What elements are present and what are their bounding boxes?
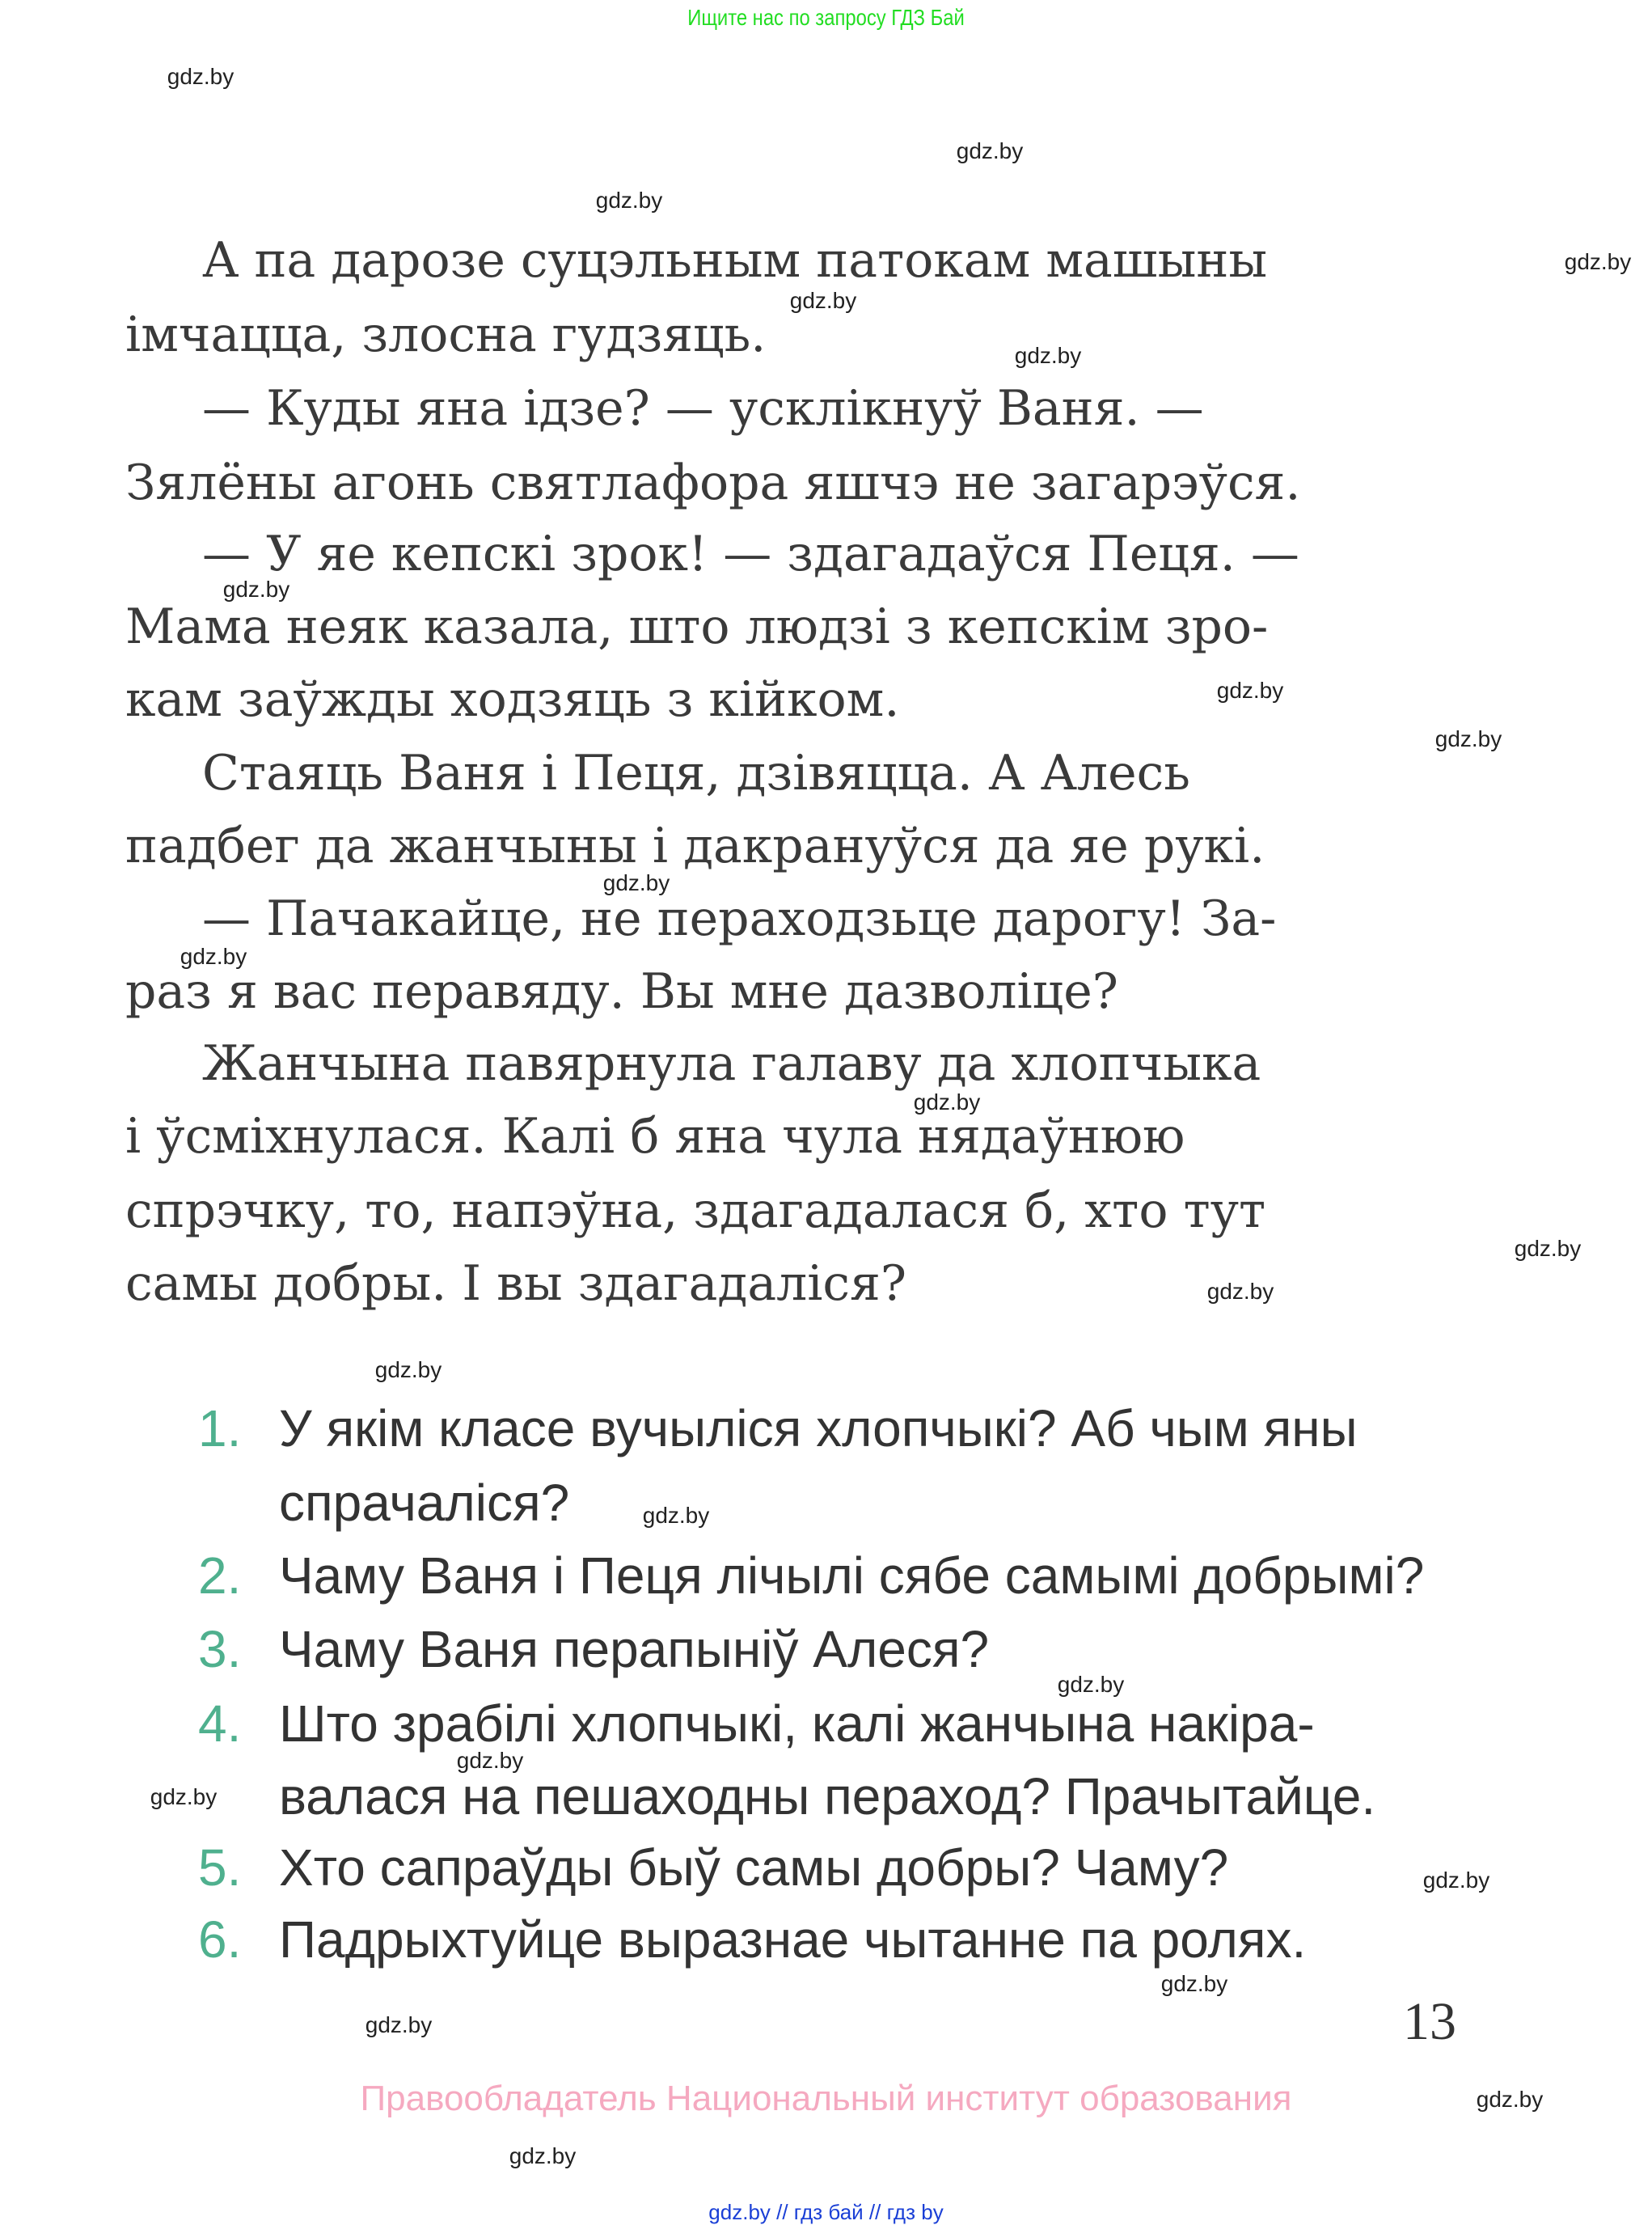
story-line: кам заўжды ходзяць з кійком. — [125, 671, 900, 728]
story-line: А па дарозе суцэльным патокам машыны — [202, 232, 1268, 289]
question-text: Падрыхтуйце выразнае чытанне па ролях. — [279, 1910, 1307, 1969]
story-line: імчацца, злосна гудзяць. — [125, 307, 767, 363]
watermark: gdz.by — [1476, 2087, 1544, 2112]
watermark: gdz.by — [602, 870, 670, 895]
question-item — [198, 1543, 1424, 1608]
question-number: 1. — [198, 1399, 242, 1457]
story-line: раз я вас перавяду. Вы мне дазволіце? — [125, 963, 1118, 1020]
watermark: gdz.by — [180, 944, 247, 969]
story-line: і ўсміхнулася. Калі б яна чула нядаўнюю — [125, 1108, 1185, 1165]
watermark: gdz.by — [1422, 1868, 1490, 1893]
watermark: gdz.by — [789, 288, 857, 313]
watermark: gdz.by — [913, 1089, 981, 1115]
watermark: gdz.by — [1160, 1971, 1228, 1996]
question-number: 3. — [198, 1620, 242, 1678]
watermark: gdz.by — [1057, 1672, 1125, 1697]
watermark: gdz.by — [1434, 726, 1502, 751]
watermark: gdz.by — [456, 1748, 524, 1773]
question-text: Чаму Ваня перапыніў Алеся? — [279, 1620, 990, 1678]
watermark: gdz.by — [509, 2143, 577, 2168]
question-number: 6. — [198, 1910, 242, 1969]
question-text: Хто сапраўды быў самы добры? Чаму? — [279, 1838, 1229, 1897]
story-line: Стаяць Ваня і Пеця, дзівяцца. А Алесь — [202, 745, 1190, 802]
watermark: gdz.by — [150, 1784, 218, 1809]
story-line: самы добры. І вы здагадаліся? — [125, 1255, 907, 1312]
question-item — [198, 1835, 1228, 1900]
question-item — [198, 1617, 989, 1681]
question-item — [198, 1907, 1306, 1972]
question-number: 5. — [198, 1838, 242, 1897]
search-banner: Ищите нас по запросу ГДЗ Бай — [687, 5, 965, 30]
watermark: gdz.by — [222, 577, 290, 602]
story-line: падбег да жанчыны і дакрануўся да яе рукі. — [125, 818, 1265, 874]
question-number: 4. — [198, 1694, 242, 1753]
bottom-links[interactable]: gdz.by // гдз бай // гдз by — [708, 2200, 944, 2224]
story-line: — У яе кепскі зрок! — здагадаўся Пеця. — — [202, 526, 1299, 582]
question-continuation: спрачаліся? — [279, 1474, 570, 1532]
question-item — [198, 1691, 1315, 1756]
story-line: Зялёны агонь святлафора яшчэ не загарэўся. — [125, 455, 1301, 511]
story-line: — Куды яна ідзе? — усклікнуў Ваня. — — [202, 380, 1204, 437]
watermark: gdz.by — [1206, 1279, 1274, 1304]
question-text: Чаму Ваня і Пеця лічылі сябе самымі добрымі? — [279, 1546, 1425, 1605]
watermark: gdz.by — [1514, 1236, 1582, 1261]
watermark: gdz.by — [1564, 249, 1632, 274]
question-item — [198, 1396, 1358, 1461]
story-line: спрэчку, то, напэўна, здагадалася б, хто тут — [125, 1182, 1266, 1239]
watermark: gdz.by — [1216, 678, 1284, 703]
watermark: gdz.by — [374, 1357, 442, 1382]
question-continuation: валася на пешаходны пераход? Прачытайце. — [279, 1767, 1376, 1825]
watermark: gdz.by — [642, 1503, 710, 1528]
page-number: 13 — [1403, 1992, 1456, 2051]
watermark: gdz.by — [365, 2012, 433, 2037]
question-text: У якім класе вучыліся хлопчыкі? Аб чым яны — [279, 1399, 1358, 1457]
watermark: gdz.by — [167, 64, 234, 89]
question-number: 2. — [198, 1546, 242, 1605]
watermark: gdz.by — [956, 138, 1024, 163]
story-line: — Пачакайце, не пераходзьце дарогу! За- — [202, 890, 1277, 947]
question-text: Што зрабілі хлопчыкі, калі жанчына накіра- — [279, 1694, 1315, 1753]
watermark: gdz.by — [1014, 343, 1082, 368]
story-line: Жанчына павярнула галаву да хлопчыка — [202, 1035, 1261, 1092]
story-line: Мама неяк казала, што людзі з кепскім зро- — [125, 599, 1269, 655]
watermark: gdz.by — [595, 188, 663, 213]
copyright-footer: Правообладатель Национальный институт образования — [360, 2079, 1292, 2118]
